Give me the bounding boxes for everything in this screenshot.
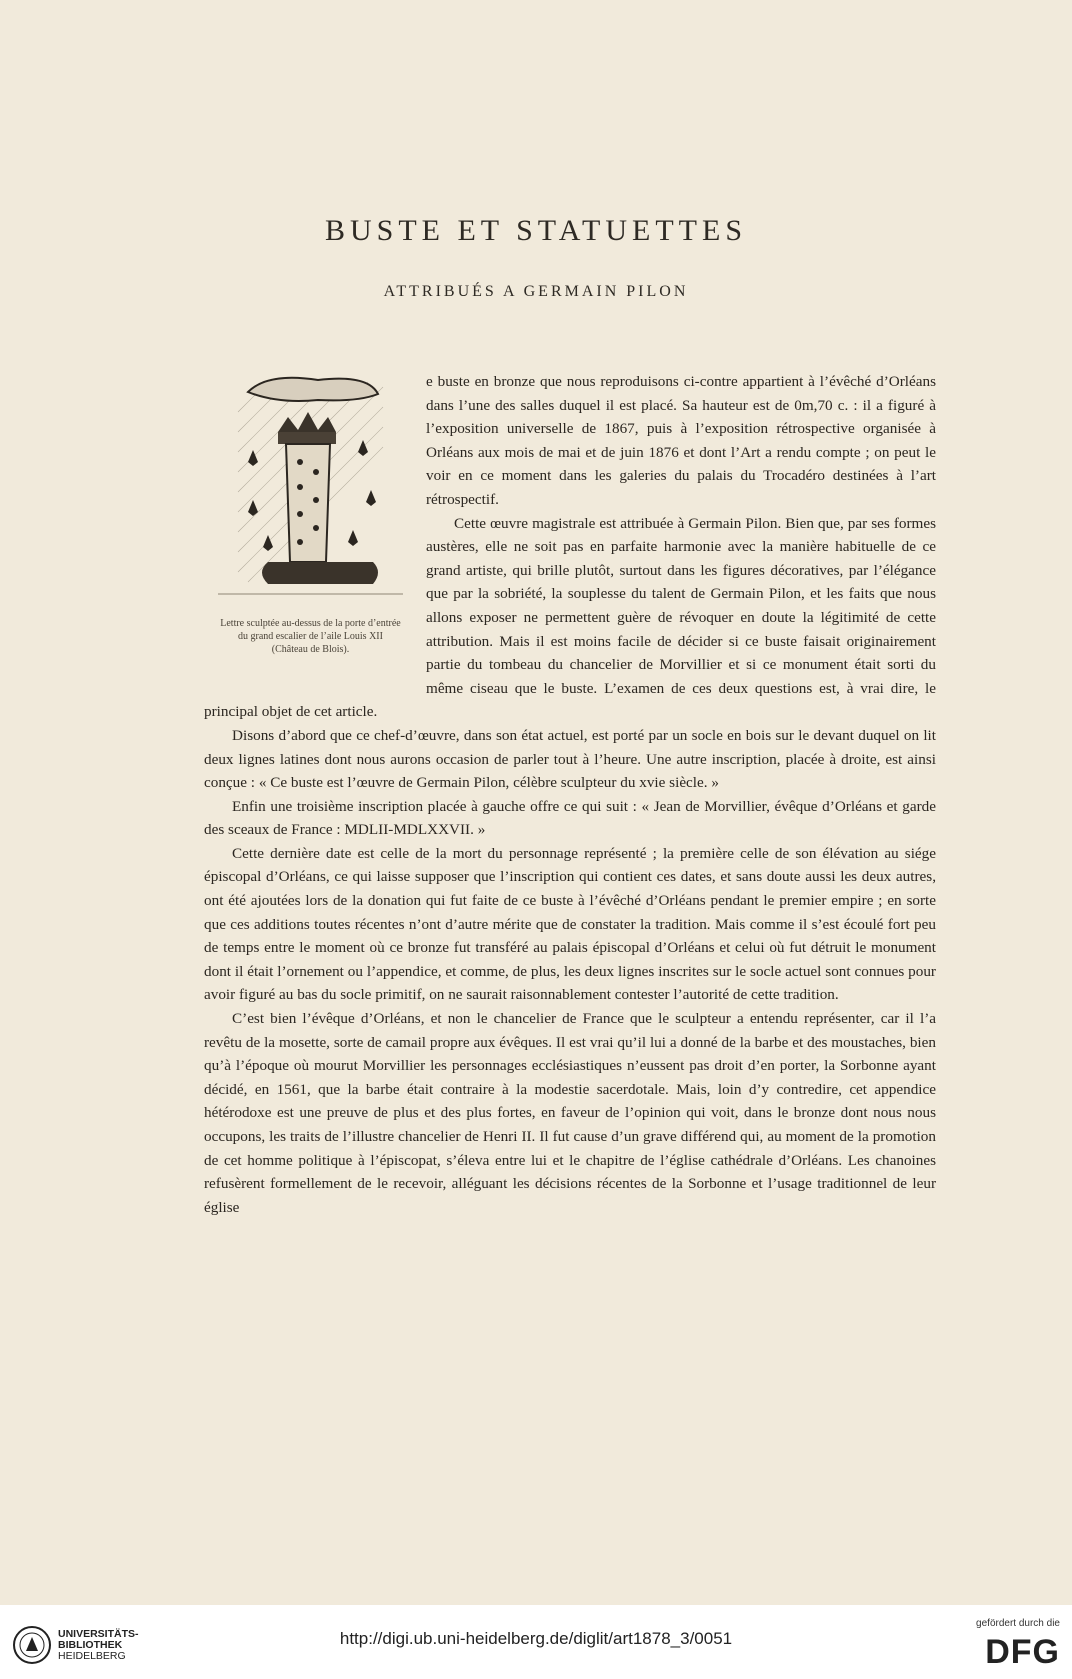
article-title: BUSTE ET STATUETTES — [324, 214, 748, 247]
library-line: HEIDELBERG — [58, 1650, 126, 1662]
paragraph: e buste en bronze que nous reproduisons ci-contre appartient à l’évêché d’Orléans dans l’une des salles duquel il est placé. Sa hauteur est de 0m,70 c. : il a figuré à l’exposition universelle de 1867, puis à l’exposition rétrospective organisée à Orléans aux mois de mai et de juin 1876 et dont l’Art a rendu compte ; on peut le voir en ce moment dans les galeries du palais du Trocadéro destinées à l’art rétrospectif. — [426, 373, 936, 508]
article-body — [204, 370, 936, 1219]
paragraph: C’est bien l’évêque d’Orléans, et non le chancelier de France que le sculpteur a entendu représenter, car il l’a revêtu de la mosette, sorte de camail propre aux évêques. Il est vrai qu’il lui a donné de la barbe et des moustaches, bien qu’à l’époque où mourut Morvillier les personnages ecclésiastiques n’eussent pas droit d’en porter, la Sorbonne ayant décidé, en 1561, que la barbe était contraire à la modestie sacerdotale. Mais, loin d’y contredire, cet appendice hétérodoxe est une preuve de plus et des plus fortes, en faveur de l’opinion qui voit, dans le bronze dont nous nous occupons, les traits de l’illustre chancelier de Henri II. Il fut cause d’un grave différend qui, au moment de la promotion de cet homme politique à l’épiscopat, s’éleva entre lui et le chapitre de l’église cathédrale d’Orléans. Les chanoines refusèrent formellement de le recevoir, alléguant les décisions récentes de la Sorbonne et l’usage traditionnel de leur église — [204, 1010, 936, 1216]
library-line: UNIVERSITÄTS- — [58, 1628, 139, 1640]
caption-line: du grand escalier de l’aile Louis XII — [238, 631, 383, 642]
paragraph: Disons d’abord que ce chef-d’œuvre, dans son état actuel, est porté par un socle en bois sur le devant duquel on lit deux lignes latines dont nous aurons occasion de parler tout à l’heure. Une autre inscription, placée à droite, est ainsi conçue : « Ce buste est l’œuvre de Germain Pilon, célèbre sculpteur du xvie siècle. » — [204, 726, 936, 792]
article-subtitle: ATTRIBUÉS A GERMAIN PILON — [383, 283, 689, 300]
library-line: BIBLIOTHEK — [58, 1639, 123, 1651]
paragraph: Cette œuvre magistrale est attribuée à Germain Pilon. Bien que, par ses formes austères, elle ne soit pas en parfaite harmonie avec la manière habituelle de ce grand artiste, qui brille plutôt, surtout dans les figures décoratives, par l’élégance que par la sobriété, la souplesse du talent de Germain Pilon, et les faits que nous allons exposer ne permettent guère de révoquer en doute la légitimité de cette attribution. Mais il est moins facile de décider si ce buste faisait originairement partie du tombeau du chancelier de Morvillier et si ce monument était sorti du même ciseau que le buste. L’examen de ces deux questions est, à vrai dire, le principal objet de cet article. — [204, 514, 936, 721]
paragraph: Enfin une troisième inscription placée à gauche offre ce qui suit : « Jean de Morvillier, évêque d’Orléans et garde des sceaux de France : MDLII-MDLXXVII. » — [204, 797, 936, 839]
funding-note: gefördert durch die — [976, 1618, 1060, 1629]
caption-line: (Château de Blois). — [271, 644, 350, 655]
dfg-logo: DFG — [985, 1633, 1060, 1671]
paragraph: Cette dernière date est celle de la mort du personnage représenté ; la première celle de son élévation au siége épiscopal d’Orléans, ce qui laisse supposer que l’inscription qui contient ces dates, et sans doute aussi les deux autres, ont été ajoutées lors de la donation qui fut faite de ce buste à l’évêché d’Orléans pendant le premier empire ; en sorte que ces additions toutes récentes n’ont d’autre mérite que de constater la tradition. Mais comme il s’est écoulé fort peu de temps entre le moment où ce bronze fut transféré au palais épiscopal d’Orléans et celui où fut détruit le monument dont il était l’ornement ou l’appendice, et comme, de plus, les deux lignes inscrites sur le socle actuel sont connues pour avoir figuré au bas du socle primitif, on ne saurait raisonnablement contester l’autorité de cette tradition. — [204, 844, 936, 1004]
permalink-url[interactable]: http://digi.ub.uni-heidelberg.de/diglit/art1878_3/0051 — [339, 1629, 733, 1648]
figure-space — [204, 370, 426, 688]
viewer-footer — [0, 1605, 1072, 1679]
caption-line: Lettre sculptée au-dessus de la porte d’entrée — [220, 618, 401, 629]
